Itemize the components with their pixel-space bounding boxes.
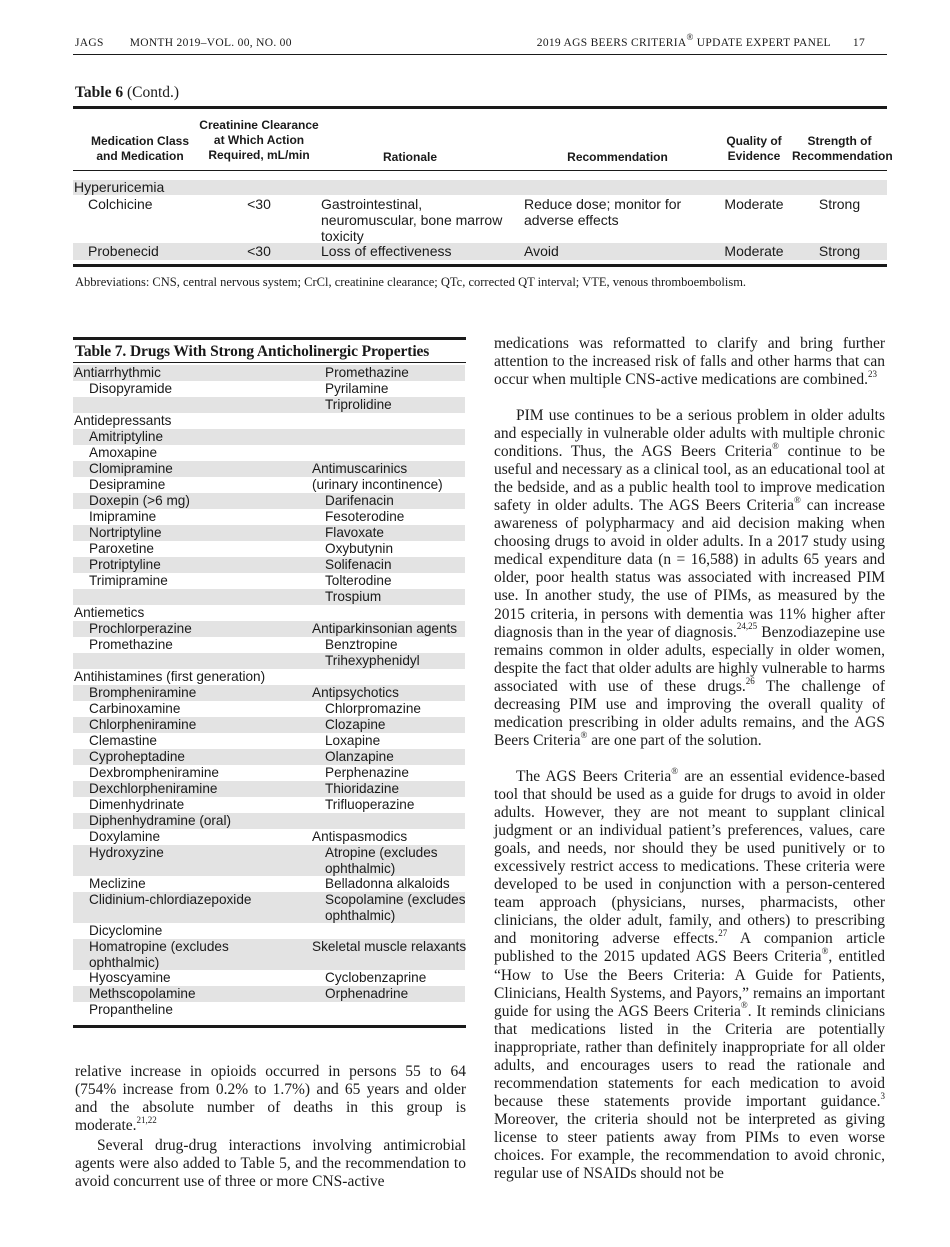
table7-row — [73, 1002, 465, 1018]
table7-right-cell: Antiparkinsonian agents — [312, 621, 458, 636]
table7-row — [73, 589, 465, 605]
t6-row-colchicine-clearance: <30 — [247, 196, 271, 212]
t6-row-probenecid-recommendation: Avoid — [524, 243, 559, 259]
running-title-rest: UPDATE EXPERT PANEL — [693, 37, 831, 49]
table7-row — [73, 749, 465, 765]
table7-row — [73, 876, 465, 892]
table7-left-cell: Methscopolamine — [89, 986, 196, 1001]
t6-section-shade — [73, 180, 887, 195]
t6-header-quality: Quality of Evidence — [726, 134, 782, 163]
t6-header-strength: Strength of Recommendation — [792, 134, 893, 163]
t6-row-colchicine-medication: Colchicine — [88, 196, 153, 212]
table7-left-cell: Cyproheptadine — [89, 749, 185, 764]
table7-left-cell: Propantheline — [89, 1002, 173, 1017]
table7-row — [73, 781, 465, 797]
table7-left-cell: Trimipramine — [89, 573, 168, 588]
table7-left-cell: Antiarrhythmic — [74, 365, 161, 380]
table7-right-cell: Fesoterodine — [325, 509, 405, 524]
table7-left-cell: Protriptyline — [89, 557, 161, 572]
table7-left-cell: Dimenhydrinate — [89, 797, 185, 812]
table7-left-cell: Antiemetics — [74, 605, 145, 620]
table7-row — [73, 573, 465, 589]
t6-row-colchicine-recommendation: Reduce dose; monitor for adverse effects — [524, 196, 682, 228]
table7-left-cell: Hyoscyamine — [89, 970, 171, 985]
table6-contd: (Contd.) — [126, 84, 180, 101]
table7-row — [73, 525, 465, 541]
table7-right-cell: Chlorpromazine — [325, 701, 421, 716]
table7-row — [73, 986, 465, 1002]
table6-header-rule — [73, 170, 887, 171]
table7-row — [73, 970, 465, 986]
table7-row — [73, 892, 465, 923]
table7-right-cell: Loxapine — [325, 733, 381, 748]
table7-left-cell: Clemastine — [89, 733, 157, 748]
table7-left-cell: Imipramine — [89, 509, 157, 524]
left-paragraph-1: relative increase in opioids occurred in persons 55 to 64 (754% increase from 0.2% to 1.7%) and 65 years and older and the absolute number of deaths in this group is moderate.$^{21,22}$ — [75, 1063, 466, 1135]
table7-row — [73, 477, 465, 493]
table7-row — [73, 939, 465, 970]
table7-left-cell: Desipramine — [89, 477, 166, 492]
table7-row — [73, 701, 465, 717]
table7-left-cell: Nortriptyline — [89, 525, 162, 540]
t6-section-hyperuricemia: Hyperuricemia — [74, 179, 165, 195]
table7-left-cell: Disopyramide — [89, 381, 173, 396]
table7-row — [73, 413, 465, 429]
table7-left-cell: Promethazine — [89, 637, 173, 652]
registered-mark: ® — [686, 32, 694, 43]
right-paragraph-3: The AGS Beers Criteria® are an essential evidence-based tool that should be used as a guide for drugs to avoid in older adults. However, they are not meant to supplant clinical judgment or an individual patient’s preferences, values, care goals, and needs, nor should they be used punitively or to excessively restrict access to medications. These criteria were developed to be used in conjunction with a person-centered team approach (physicians, nurses, pharmacists, other clinicians, the older adult, family, and others) to prescribing and monitoring adverse effects.$^{27}$ A companion article published to the 2015 updated AGS Beers Criteria®, entitled “How to Use the Beers Criteria: A Guide for Patients, Clinicians, Health Systems, and Payors,” remains an important guide for using the AGS Beers Criteria®. It reminds clinicians that medications listed in the Criteria are potentially inappropriate, rather than definitely inappropriate for all older adults, and encourages users to read the rationale and recommendation statements for each medication to avoid because these statements provide important guidance.$^3$ Moreover, the criteria should not be interpreted as giving license to steer patients away from PIMs to even worse choices. For example, the recommendation to avoid chronic, regular use of NSAIDs should not be — [494, 765, 886, 1183]
table7-right-cell: (urinary incontinence) — [312, 477, 443, 492]
table7-row — [73, 765, 465, 781]
table7-right-cell: Thioridazine — [325, 781, 400, 796]
table7-left-cell: Meclizine — [89, 876, 146, 891]
table6-title: Table 6 (Contd.) — [75, 84, 180, 101]
t6-row-probenecid-rationale: Loss of effectiveness — [321, 243, 452, 259]
table7-right-cell: Perphenazine — [325, 765, 409, 780]
table7-row — [73, 381, 465, 397]
table7-left-cell: Dexbrompheniramine — [89, 765, 219, 780]
table7-right-cell: Cyclobenzaprine — [325, 970, 427, 985]
t6-row-colchicine-quality: Moderate — [724, 196, 784, 212]
right-paragraph-2: PIM use continues to be a serious problem in older adults and especially in vulnerable older adults with multiple chronic conditions. Thus, the AGS Beers Criteria® continue to be useful and necessary as a clinical tool, as an educational tool at the bedside, and as a public health tool to improve medication safety in older adults. The AGS Beers Criteria® can increase awareness of polypharmacy and aid decision making when choosing drugs to avoid in older adults. In a 2017 study using medical expenditure data (n = 16,588) in adults 65 years and older, poor health status was associated with increased PIM use. In another study, the use of PIMs, as measured by the 2015 criteria, in persons with dementia was 11% higher after diagnosis than in the year of diagnosis.$^{24,25}$ Benzodiazepine use remains common in older adults, especially in older women, despite the fact that older adults are highly vulnerable to harms associated with use of these drugs.$^{26}$ The challenge of decreasing PIM use and improving the overall quality of medication prescribing in older adults remains, and the AGS Beers Criteria® are one part of the solution. — [494, 407, 886, 749]
table7-left-cell: Amitriptyline — [89, 429, 164, 444]
header-rule — [73, 54, 887, 55]
table7-row — [73, 685, 465, 701]
t6-row-probenecid-quality: Moderate — [724, 243, 784, 259]
table7-left-cell: Prochlorperazine — [89, 621, 192, 636]
table7-row — [73, 797, 465, 813]
table7-row — [73, 669, 465, 685]
table7-left-cell: Clomipramine — [89, 461, 173, 476]
table7-row — [73, 605, 465, 621]
table7-right-cell: Promethazine — [325, 365, 409, 380]
table7-row — [73, 653, 465, 669]
table6-abbreviations: Abbreviations: CNS, central nervous system; CrCl, creatinine clearance; QTc, corrected QT interval; VTE, venous thromboembolism. — [75, 275, 747, 289]
table7-left-cell: Hydroxyzine — [89, 845, 164, 860]
table7-left-cell: Antihistamines (first generation) — [74, 669, 266, 684]
table7-row — [73, 397, 465, 413]
table7-row — [73, 621, 465, 637]
right-paragraph-1: medications was reformatted to clarify and bring further attention to the increased risk of falls and other harms that can occur when multiple CNS-active medications are combined.$^{23}$ — [494, 335, 885, 389]
table7-left-cell: Chlorpheniramine — [89, 717, 197, 732]
table7-right-cell: Darifenacin — [325, 493, 394, 508]
table7-row — [73, 429, 465, 445]
table7-left-cell: Brompheniramine — [89, 685, 197, 700]
table7-right-cell: Belladonna alkaloids — [325, 876, 450, 891]
table7-left-cell: Dexchlorpheniramine — [89, 781, 218, 796]
table7-row — [73, 813, 465, 829]
table7-left-cell: Paroxetine — [89, 541, 154, 556]
table7-row — [73, 733, 465, 749]
table7-row — [73, 829, 465, 845]
table7-left-cell: Dicyclomine — [89, 923, 163, 938]
table6-bottom-rule — [73, 264, 887, 267]
table7-right-cell: Antimuscarinics — [312, 461, 408, 476]
journal-name: JAGS — [75, 37, 104, 49]
issue-info: MONTH 2019–VOL. 00, NO. 00 — [129, 37, 292, 49]
table7-left-cell: Antidepressants — [74, 413, 172, 428]
table7-right-cell: Clozapine — [325, 717, 386, 732]
table7-left-cell: Clidinium-chlordiazepoxide — [89, 892, 252, 907]
running-header-left — [75, 37, 292, 49]
table7-right-cell: Atropine (excludes ophthalmic) — [325, 845, 438, 876]
table7-row — [73, 637, 465, 653]
table7-right-cell: Orphenadrine — [325, 986, 409, 1001]
running-header-right — [536, 32, 865, 49]
table7-right-cell: Triprolidine — [325, 397, 392, 412]
table7-right-cell: Skeletal muscle relaxants — [312, 939, 467, 954]
table7-left-cell: Amoxapine — [89, 445, 158, 460]
table7-right-cell: Antipsychotics — [312, 685, 399, 700]
table7-left-cell: Doxylamine — [89, 829, 161, 844]
table7-right-cell: Antispasmodics — [312, 829, 408, 844]
table7-right-cell: Olanzapine — [325, 749, 394, 764]
page-number: 17 — [852, 37, 865, 49]
t6-row-probenecid-clearance: <30 — [247, 243, 271, 259]
table7-right-cell: Pyrilamine — [325, 381, 389, 396]
table7-right-cell: Solifenacin — [325, 557, 392, 572]
left-paragraph-2: Several drug-drug interactions involving antimicrobial agents were also added to Table 5, and the recommendation to avoid concurrent use of three or more CNS-active — [75, 1137, 466, 1191]
t6-header-medication: Medication Class and Medication — [90, 134, 190, 163]
table7-right-cell: Tolterodine — [325, 573, 392, 588]
table7-row — [73, 923, 465, 939]
t6-row-probenecid-medication: Probenecid — [88, 243, 159, 259]
table7-right-cell: Flavoxate — [325, 525, 384, 540]
table7-title: Table 7. Drugs With Strong Anticholinergic Properties — [75, 343, 430, 360]
table7-row — [73, 509, 465, 525]
t6-header-clearance: Creatinine Clearance at Which Action Required, mL/min — [199, 118, 319, 162]
table7-right-cell: Oxybutynin — [325, 541, 394, 556]
table7-row — [73, 557, 465, 573]
t6-header-rationale: Rationale — [382, 150, 437, 164]
table7-row — [73, 541, 465, 557]
t6-row-colchicine-rationale: Gastrointestinal, neuromuscular, bone marrow toxicity — [321, 196, 503, 244]
table7-row — [73, 365, 465, 381]
table7-right-cell: Scopolamine (excludes ophthalmic) — [325, 892, 466, 923]
table6-top-rule — [73, 106, 887, 109]
table7-header-rule — [73, 362, 466, 363]
table7-row — [73, 845, 465, 876]
table7-right-cell: Trospium — [325, 589, 382, 604]
table7-left-cell: Carbinoxamine — [89, 701, 181, 716]
table7-row — [73, 445, 465, 461]
table7-bottom-rule — [73, 1025, 466, 1028]
table7-right-cell: Trihexyphenidyl — [325, 653, 420, 668]
table7-row — [73, 461, 465, 477]
table7-row — [73, 493, 465, 509]
t6-header-recommendation: Recommendation — [567, 150, 668, 164]
table7-left-cell: Homatropine (excludes ophthalmic) — [89, 939, 229, 970]
table7-right-cell: Trifluoperazine — [325, 797, 415, 812]
t6-row-probenecid-strength: Strong — [818, 243, 861, 259]
table7-row — [73, 717, 465, 733]
t6-row-colchicine-strength: Strong — [818, 196, 861, 212]
table7-left-cell: Doxepin (>6 mg) — [89, 493, 190, 508]
table7-right-cell: Benztropine — [325, 637, 398, 652]
running-title: 2019 AGS BEERS CRITERIA — [536, 37, 687, 49]
table7-left-cell: Diphenhydramine (oral) — [89, 813, 232, 828]
table7-top-rule — [73, 337, 466, 340]
